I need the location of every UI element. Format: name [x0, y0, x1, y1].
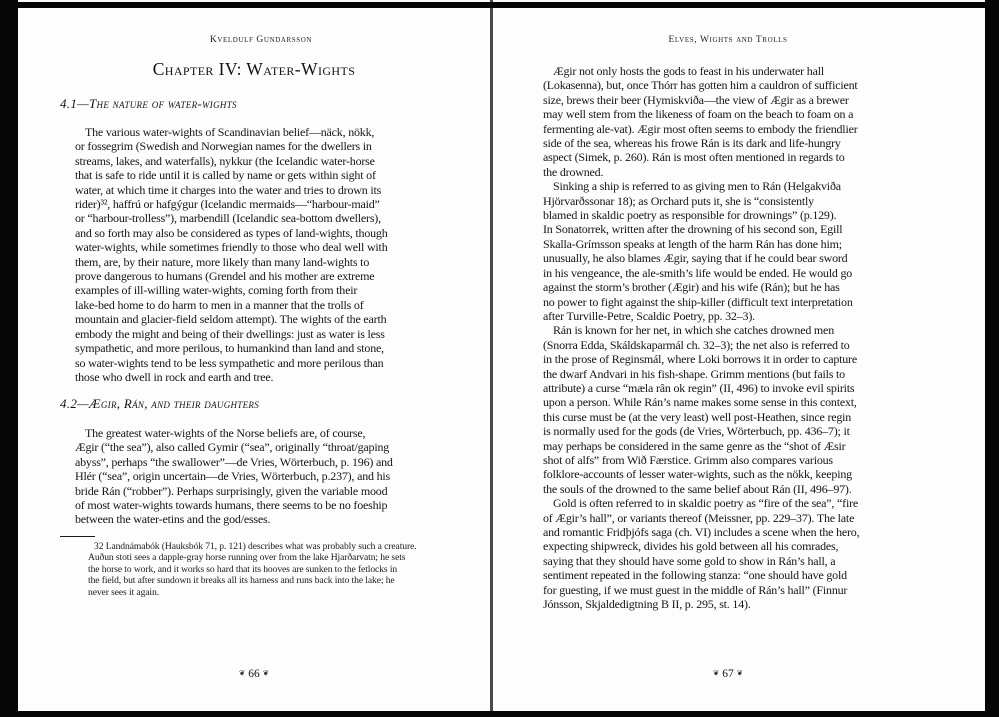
- text-line: against the storm’s brother (Ægir) and his wife (Rán); but he has: [543, 280, 840, 295]
- text-line: attribute) a curse “mæla rân ok regin” (II, 496) to invoke evil spirits: [543, 380, 855, 395]
- text-line: no power to fight against the ship-killer (difficult text interpretation: [543, 294, 853, 309]
- previous-spread-edge: [18, 0, 985, 2]
- text-line: Sinking a ship is referred to as giving men to Rán (Helgakviða: [553, 179, 841, 194]
- section-heading-4-2: 4.2—Ægir, Rán, and their daughters: [60, 396, 259, 411]
- fleuron-icon: ❦: [736, 668, 744, 678]
- page-number-right: [493, 668, 963, 680]
- text-line: in his vengeance, the ale-smith’s life would be ended. He would go: [543, 265, 853, 280]
- text-line: and so forth may also be considered as types of land-wights, though: [75, 225, 388, 240]
- text-line: so water-wights tend to be less sympathetic and more perilous than: [75, 355, 384, 370]
- fleuron-icon: ❦: [262, 668, 270, 678]
- text-line: the souls of the drowned to the same belief about Rán (II, 496–97).: [543, 481, 852, 496]
- text-line: the drowned.: [543, 164, 604, 179]
- text-line: Skalla-Grímsson speaks at length of the harm Rán has done him;: [543, 236, 842, 251]
- text-line: rider)³², haffrú or hafgýgur (Icelandic mermaids—“harbour-maid”: [75, 197, 380, 212]
- text-line: and romantic Fridþjófs saga (ch. VI) includes a scene when the hero,: [543, 525, 860, 539]
- page-number-value: 66: [248, 668, 260, 680]
- text-line: in the prose of Reginsmál, where Loki borrows it in order to capture: [543, 352, 857, 367]
- text-line: that is safe to ride until it is called by name or gets within sight of: [75, 168, 376, 183]
- text-line: (Snorra Edda, Skáldskaparmál ch. 32–3); the net also is referred to: [543, 337, 850, 352]
- text-line: is normally used for the gods (de Vries, Wörterbuch, pp. 436–7); it: [543, 424, 850, 439]
- text-line: never sees it again.: [88, 586, 159, 598]
- section-heading-4-1: 4.1—The nature of water-wights: [60, 96, 237, 111]
- text-line: shot of alfs” from Wið Færstice. Grimm also compares various: [543, 452, 833, 467]
- text-line: blamed in skaldic poetry as responsible for drownings” (p.129).: [543, 208, 837, 223]
- text-line: fermenting ale-vat). Ægir most often seems to embody the friendlier: [543, 121, 858, 136]
- paragraph: [543, 496, 859, 611]
- text-line: sentiment repeated in the following stanza: “one should have gold: [543, 568, 847, 583]
- previous-spread-spine: [490, 0, 493, 2]
- text-line: after Turville-Petre, Scaldic Poetry, pp. 32–3).: [543, 308, 755, 323]
- text-line: this curse must be (at the very least) well post-Heathen, since regin: [543, 409, 852, 424]
- paragraph: [543, 64, 859, 179]
- text-line: the dwarf Andvari in his fish-shape. Grimm mentions (but fails to: [543, 366, 845, 381]
- text-line: 32 Landnámabók (Hauksbók 71, p. 121) describes what was probably such a creature.: [94, 541, 417, 552]
- text-line: Ægir (“the sea”), also called Gymir (“sea”, originally “throat/gaping: [75, 440, 390, 455]
- text-line: (Lokasenna), but, once Thórr has gotten him a cauldron of sufficient: [543, 78, 858, 93]
- text-line: may well stem from the likeness of foam on the beach to foam on a: [543, 107, 854, 122]
- text-line: Hjörvarðssonar 18); as Orchard puts it, she is “consistently: [543, 193, 814, 208]
- fleuron-icon: ❦: [238, 668, 246, 678]
- text-line: abyss”, perhaps “the swallower”—de Vries, Wörterbuch, p. 196) and: [75, 454, 393, 469]
- text-line: of Ægir’s hall”, or variants thereof (Meissner, pp. 229–37). The late: [543, 510, 855, 525]
- page-number-value: 67: [722, 668, 734, 680]
- text-line: Jónsson, Skjaldedigtning B II, p. 295, st. 14).: [543, 597, 751, 612]
- text-line: or “harbour-trolless”), marbendill (Icelandic sea-bottom dwellers),: [75, 211, 381, 226]
- text-line: embody the might and being of their dwellings: just as water is less: [75, 326, 385, 341]
- running-header-book-title: Elves, Wights and Trolls: [668, 35, 788, 45]
- text-line: saying that they should have some gold to show in Rán’s hall, a: [543, 553, 836, 568]
- text-line: or fossegrim (Swedish and Norwegian names for the dwellers in: [75, 139, 372, 154]
- text-line: those who dwell in rock and earth and tree.: [75, 369, 274, 384]
- footnote: [88, 541, 417, 598]
- text-line: water, at which time it charges into the water and tries to drown its: [75, 182, 382, 197]
- text-line: streams, lakes, and waterfalls), nykkur (the Icelandic water-horse: [75, 153, 375, 168]
- paragraph: [543, 179, 859, 323]
- text-line: the horse to work, and it works so hard that its hooves are sunken to the fetlocks in: [88, 563, 398, 575]
- paragraph: [75, 125, 388, 384]
- text-line: aspect (Simek, p. 260). Rán is most often mentioned in regards to: [543, 150, 845, 165]
- paragraph: [75, 426, 393, 527]
- text-line: upon a person. While Rán’s name makes some sense in this context,: [543, 395, 857, 410]
- text-line: prove dangerous to humans (Grendel and his mother are extreme: [75, 269, 375, 284]
- running-header-author: Kveldulf Gundarsson: [209, 35, 313, 45]
- text-line: Gold is often referred to in skaldic poetry as “fire of the sea”, “fire: [553, 496, 858, 511]
- text-line: sympathetic, and more perilous, to humankind than land and stone,: [75, 341, 384, 356]
- text-line: Auðun stoti sees a dapple-gray horse running over from the lake Hjarðarvatn; he sets: [88, 552, 406, 564]
- text-line: Ægir not only hosts the gods to feast in his underwater hall: [553, 64, 824, 78]
- fleuron-icon: ❦: [712, 668, 720, 678]
- text-line: of most water-wights towards humans, there seems to be no foeship: [75, 498, 388, 513]
- text-line: bride Rán (“robber”). Perhaps surprisingly, given the variable mood: [75, 483, 388, 498]
- text-line: Hlér (“sea”, origin uncertain—de Vries, Wörterbuch, p.237), and his: [75, 469, 390, 484]
- paragraph: [543, 323, 859, 496]
- text-line: examples of ill-willing water-wights, coming forth from their: [75, 283, 358, 298]
- text-line: side of the sea, whereas his frowe Rán is its dark and life-hungry: [543, 136, 841, 151]
- text-line: The greatest water-wights of the Norse beliefs are, of course,: [85, 426, 366, 440]
- text-line: size, brews their beer (Hymiskviða—the view of Ægir as a brewer: [543, 92, 849, 107]
- text-line: In Sonatorrek, written after the drowning of his second son, Egill: [543, 222, 843, 237]
- text-line: for guesting, if we must guest in the middle of Rán’s hall” (Finnur: [543, 582, 848, 597]
- page-right: [493, 8, 985, 711]
- text-line: may perhaps be considered in the same genre as the “shot of Æsir: [543, 438, 846, 453]
- text-line: lake-bed home to do harm to men in a manner that the trolls of: [75, 297, 364, 312]
- text-line: mountain and glacier-field seldom attempt). The wights of the earth: [75, 312, 387, 327]
- chapter-title: Chapter IV: Water-Wights: [152, 59, 356, 79]
- book-spread: [18, 8, 985, 711]
- page-number-left: [18, 668, 490, 680]
- text-line: the field, but after sundown it breaks all its harness and runs back into the lake; he: [88, 575, 395, 587]
- body-text-column: [543, 64, 859, 611]
- text-line: folklore-accounts of lesser water-wights, such as the nökk, keeping: [543, 467, 852, 482]
- page-left: [18, 8, 490, 711]
- text-line: them, are, by their nature, more likely than many land-wights to: [75, 254, 370, 269]
- text-line: The various water-wights of Scandinavian belief—näck, nökk,: [85, 125, 375, 139]
- text-line: unusually, he also blames Ægir, saying that if he could bear sword: [543, 251, 848, 266]
- text-line: expecting shipwreck, divides his gold between all his comrades,: [543, 539, 839, 554]
- text-line: between the water-etins and the god/esses.: [75, 512, 271, 527]
- text-line: Rán is known for her net, in which she catches drowned men: [553, 323, 834, 338]
- text-line: water-wights, while sometimes friendly to those who deal well with: [75, 240, 388, 255]
- footnote-separator-rule: [60, 536, 95, 537]
